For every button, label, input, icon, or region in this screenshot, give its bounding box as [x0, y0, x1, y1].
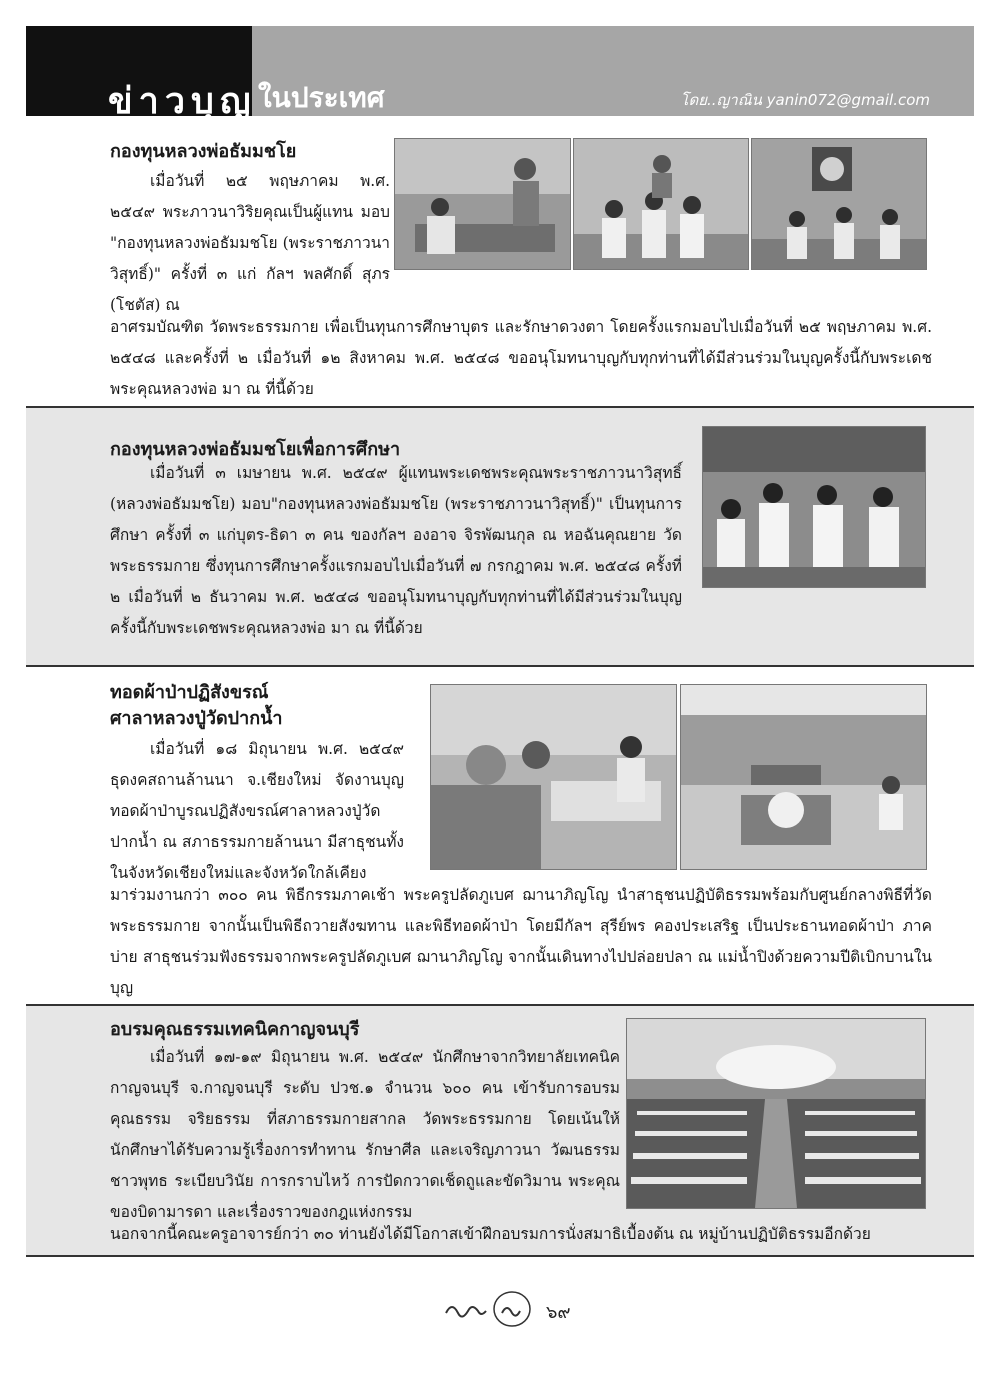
- section-4-intro: เมื่อวันที่ ๑๗-๑๙ มิถุนายน พ.ศ. ๒๕๔๙ นักศึกษาจากวิทยาลัยเทคนิคกาญจนบุรี จ.กาญจนบุรี ระดับ ปวช.๑ จำนวน ๖๐๐ คน เข้ารับการอบรมคุณธรรม จริยธรรม ที่สภาธรรมกายสากล วัดพระธรรมกาย โดยเน้นให้นักศึกษาได้รับความรู้เรื่องการทำทาน รักษาศีล และเจริญภาวนา วัฒนธรรมชาวพุทธ ระเบียบวินัย การกราบไหว้ การปัดกวาดเช็ดถูและขัดวิมาน พระคุณของบิดามารดา และเรื่องราวของกฎแห่งกรรม: [110, 1048, 620, 1221]
- section-4-continuation: นอกจากนี้คณะครูอาจารย์กว่า ๓๐ ท่านยังได้มีโอกาสเข้าฝึกอบรมการนั่งสมาธิเบื้องต้น ณ หมู่บ้านปฏิบัติธรรมอีกด้วย: [110, 1225, 871, 1243]
- section-1-photo-1: [394, 138, 571, 270]
- section-1-photo-2: [573, 138, 749, 270]
- section-1-continuation: อาศรมบัณฑิต วัดพระธรรมกาย เพื่อเป็นทุนการศึกษาบุตร และรักษาดวงตา โดยครั้งแรกมอบไปเมื่อวันที่ ๒๕ พฤษภาคม พ.ศ. ๒๕๔๘ และครั้งที่ ๒ เมื่อวันที่ ๑๒ สิงหาคม พ.ศ. ๒๕๔๘ ขออนุโมทนาบุญกับทุกท่านที่ได้มีส่วนร่วมในบุญครั้งนี้กับพระเดชพระคุณหลวงพ่อ มา ณ ที่นี้ด้วย: [110, 318, 932, 398]
- header-banner: [26, 26, 974, 122]
- header-credit: โดย..ญาณิน yanin072@gmail.com: [680, 91, 930, 109]
- news-section-2: [26, 408, 974, 665]
- magazine-logo: [440, 1289, 544, 1329]
- section-3-intro: เมื่อวันที่ ๑๘ มิถุนายน พ.ศ. ๒๕๔๙ ธุดงคสถานล้านนา จ.เชียงใหม่ จัดงานบุญทอดผ้าป่าบูรณปฏิสังขรณ์ศาลาหลวงปู่วัดปากน้ำ ณ สภาธรรมกายล้านนา มีสาธุชนทั้งในจังหวัดเชียงใหม่และจังหวัดใกล้เคียง: [110, 740, 404, 882]
- section-1-photo-3: [751, 138, 927, 270]
- header-title-main: ข่าวบุญ: [108, 81, 257, 122]
- section-3-photo-2: [680, 684, 927, 870]
- news-section-3: [26, 667, 974, 1004]
- section-4-photo: [626, 1018, 926, 1209]
- section-3-title-line-1: ทอดผ้าป่าปฏิสังขรณ์: [110, 682, 269, 703]
- section-4-title: อบรมคุณธรรมเทคนิคกาญจนบุรี: [110, 1019, 360, 1040]
- page-footer: [440, 1289, 590, 1329]
- page-number: ๖๙: [546, 1302, 571, 1323]
- section-1-intro: เมื่อวันที่ ๒๕ พฤษภาคม พ.ศ. ๒๕๔๙ พระภาวนาวิริยคุณเป็นผู้แทน มอบ "กองทุนหลวงพ่อธัมมชโย (พระราชภาวนาวิสุทธิ์)" ครั้งที่ ๓ แก่ กัลฯ พลศักดิ์ สุภร (โชตัส) ณ: [110, 172, 390, 314]
- section-divider-4: [26, 1255, 974, 1257]
- header-title-sub: ในประเทศ: [258, 81, 385, 114]
- section-2-title: กองทุนหลวงพ่อธัมมชโยเพื่อการศึกษา: [110, 439, 401, 460]
- section-3-title-line-2: ศาลาหลวงปู่วัดปากน้ำ: [110, 708, 283, 729]
- section-1-title: กองทุนหลวงพ่อธัมมชโย: [110, 141, 297, 162]
- news-section-1: [26, 128, 974, 406]
- news-section-4: [26, 1006, 974, 1255]
- section-2-photo: [702, 426, 926, 588]
- section-3-continuation: มาร่วมงานกว่า ๓๐๐ คน พิธีกรรมภาคเช้า พระครูปลัดภูเบศ ฌานาภิญโญ นำสาธุชนปฏิบัติธรรมพร้อมกับศูนย์กลางพิธีที่วัดพระธรรมกาย จากนั้นเป็นพิธีถวายสังฆทาน และพิธีทอดผ้าป่า โดยมีกัลฯ สุรีย์พร คองประเสริฐ เป็นประธานทอดผ้าป่า ภาคบ่าย สาธุชนร่วมฟังธรรมจากพระครูปลัดภูเบศ ฌานาภิญโญ จากนั้นเดินทางไปปล่อยปลา ณ แม่น้ำปิงด้วยความปีติเบิกบานในบุญ: [110, 886, 932, 997]
- section-2-body: เมื่อวันที่ ๓ เมษายน พ.ศ. ๒๕๔๙ ผู้แทนพระเดชพระคุณพระราชภาวนาวิสุทธิ์ (หลวงพ่อธัมมชโย) มอบ"กองทุนหลวงพ่อธัมมชโย (พระราชภาวนาวิสุทธิ์)" เป็นทุนการศึกษา ครั้งที่ ๓ แก่บุตร-ธิดา ๓ คน ของกัลฯ องอาจ จิรพัฒนกุล ณ หอฉันคุณยาย วัดพระธรรมกาย ซึ่งทุนการศึกษาครั้งแรกมอบไปเมื่อวันที่ ๗ กรกฎาคม พ.ศ. ๒๕๔๘ ครั้งที่ ๒ เมื่อวันที่ ๒ ธันวาคม พ.ศ. ๒๕๔๘ ขออนุโมทนาบุญกับทุกท่านที่ได้มีส่วนร่วมในบุญครั้งนี้กับพระเดชพระคุณหลวงพ่อ มา ณ ที่นี้ด้วย: [110, 464, 682, 637]
- section-3-photo-1: [430, 684, 677, 870]
